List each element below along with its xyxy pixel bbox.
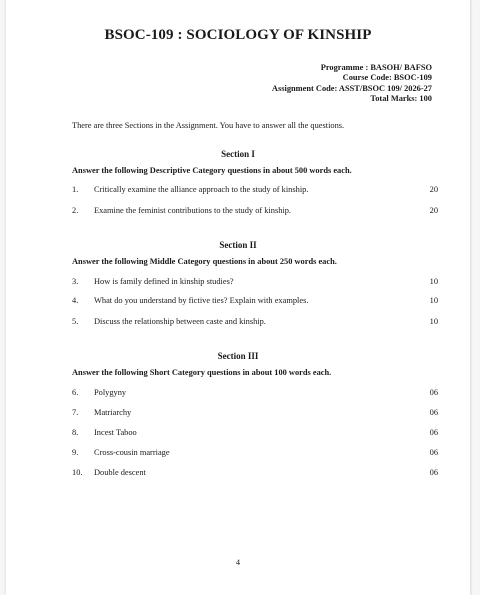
question-row bbox=[72, 277, 438, 289]
section-instruction: Answer the following Short Category questions in about 100 words each. bbox=[72, 368, 332, 377]
question-text: Examine the feminist contributions to the study of kinship. bbox=[94, 206, 292, 215]
question-number: 7. bbox=[72, 408, 79, 417]
question-number: 4. bbox=[72, 296, 79, 305]
question-text: Double descent bbox=[94, 468, 146, 477]
question-marks: 06 bbox=[429, 428, 438, 437]
programme-line: Programme : BASOH/ BAFSO bbox=[320, 63, 432, 72]
section-heading: Section III bbox=[217, 351, 259, 361]
question-row bbox=[72, 185, 438, 197]
question-row bbox=[72, 388, 438, 400]
question-number: 8. bbox=[72, 428, 79, 437]
question-marks: 06 bbox=[429, 468, 438, 477]
question-marks: 06 bbox=[429, 388, 438, 397]
question-text: Discuss the relationship between caste and kinship. bbox=[94, 317, 266, 326]
question-row bbox=[72, 468, 438, 480]
question-row bbox=[72, 408, 438, 420]
question-marks: 20 bbox=[429, 185, 438, 194]
question-marks: 06 bbox=[429, 408, 438, 417]
assignment-meta bbox=[272, 63, 432, 105]
question-marks: 10 bbox=[429, 277, 438, 286]
intro-text: There are three Sections in the Assignment. You have to answer all the questions. bbox=[72, 121, 345, 130]
section-heading: Section I bbox=[221, 149, 255, 159]
question-text: Incest Taboo bbox=[94, 428, 137, 437]
question-marks: 10 bbox=[429, 317, 438, 326]
course-code-line: Course Code: BSOC-109 bbox=[342, 73, 432, 83]
question-number: 3. bbox=[72, 277, 79, 286]
question-marks: 06 bbox=[429, 448, 438, 457]
total-marks-line: Total Marks: 100 bbox=[370, 94, 432, 104]
question-text: Matriarchy bbox=[94, 408, 132, 417]
question-text: Cross-cousin marriage bbox=[94, 448, 170, 457]
question-number: 5. bbox=[72, 317, 79, 326]
question-row bbox=[72, 317, 438, 329]
question-text: What do you understand by fictive ties? Explain with examples. bbox=[94, 296, 309, 305]
question-text: Polygyny bbox=[94, 388, 127, 397]
question-number: 10. bbox=[72, 468, 83, 477]
page-number: 4 bbox=[235, 558, 241, 567]
question-row bbox=[72, 296, 438, 308]
question-number: 6. bbox=[72, 388, 79, 397]
question-number: 1. bbox=[72, 185, 79, 194]
document-title: BSOC-109 : SOCIOLOGY OF KINSHIP bbox=[104, 27, 372, 43]
question-marks: 20 bbox=[429, 206, 438, 215]
question-row bbox=[72, 206, 438, 218]
section-instruction: Answer the following Descriptive Category questions in about 500 words each. bbox=[72, 166, 352, 175]
question-row bbox=[72, 428, 438, 440]
question-text: How is family defined in kinship studies? bbox=[94, 277, 234, 286]
section-heading: Section II bbox=[219, 240, 257, 250]
question-number: 9. bbox=[72, 448, 79, 457]
question-row bbox=[72, 448, 438, 460]
section-instruction: Answer the following Middle Category questions in about 250 words each. bbox=[72, 257, 337, 266]
document-page bbox=[6, 0, 470, 595]
question-number: 2. bbox=[72, 206, 79, 215]
assignment-code-line: Assignment Code: ASST/BSOC 109/ 2026-27 bbox=[271, 83, 432, 93]
question-text: Critically examine the alliance approach to the study of kinship. bbox=[94, 185, 309, 194]
question-marks: 10 bbox=[429, 296, 438, 305]
